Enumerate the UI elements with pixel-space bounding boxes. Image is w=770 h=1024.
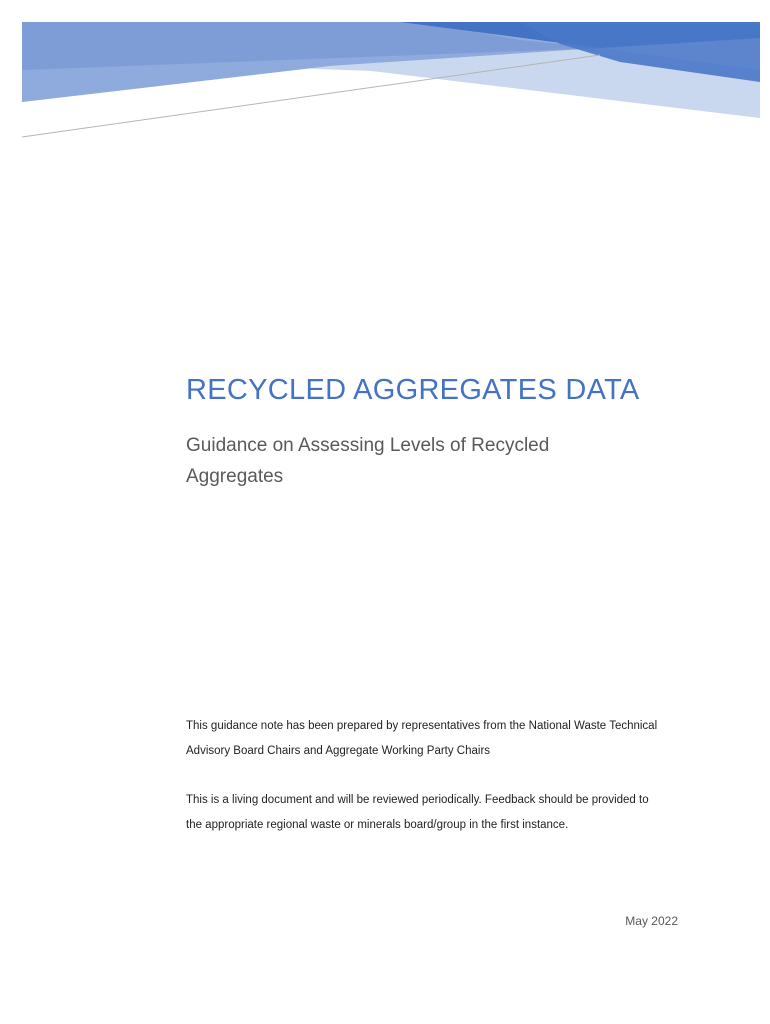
document-title: RECYCLED AGGREGATES DATA <box>186 374 640 406</box>
header-banner-graphic <box>0 0 770 150</box>
publication-date: May 2022 <box>625 914 678 928</box>
document-subtitle: Guidance on Assessing Levels of Recycled Aggregates <box>186 435 550 487</box>
preparation-note-paragraph: This guidance note has been prepared by representatives from the National Waste Technical Advisory Board Chairs and Aggregate Working Party Chairs <box>186 720 658 757</box>
living-document-paragraph: This is a living document and will be reviewed periodically. Feedback should be provided to the appropriate regional waste or minerals board/group in the first instance. <box>186 794 649 831</box>
